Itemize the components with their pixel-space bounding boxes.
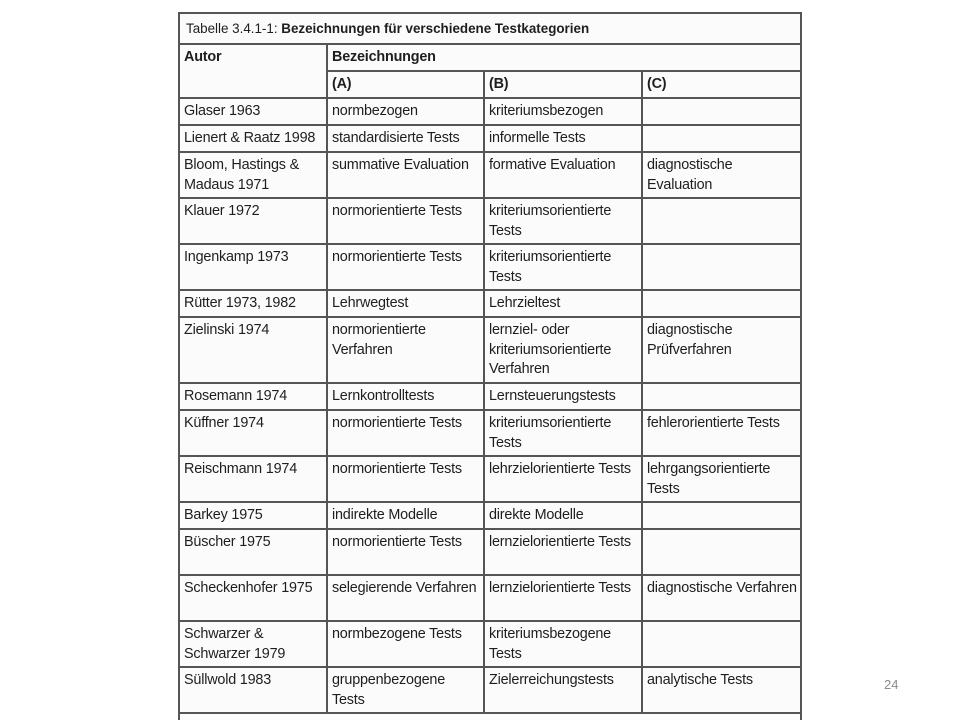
table-row	[179, 125, 802, 152]
cell-col-c: fehlerorientierte Tests	[642, 410, 802, 456]
cell-author: Küffner 1974	[179, 410, 327, 456]
table-row	[179, 290, 802, 317]
cell-col-c: diagnostische Prüfverfahren	[642, 317, 802, 383]
cell-col-c	[642, 125, 802, 152]
table-row	[179, 317, 802, 383]
cell-author: Barkey 1975	[179, 502, 327, 529]
table-row	[179, 98, 802, 125]
cell-col-b: lernzielorientierte Tests	[484, 575, 642, 621]
table-row	[179, 244, 802, 290]
cell-col-a: indirekte Modelle	[327, 502, 484, 529]
cell-col-c	[642, 621, 802, 667]
table-row	[179, 383, 802, 410]
cell-author: Reischmann 1974	[179, 456, 327, 502]
cell-author: Klauer 1972	[179, 198, 327, 244]
cell-col-a: normorientierte Tests	[327, 198, 484, 244]
cell-col-b: lernziel- oder kriteriumsorientierte Verfahren	[484, 317, 642, 383]
cell-col-a: normorientierte Tests	[327, 244, 484, 290]
header-author: Autor	[179, 45, 327, 98]
scanned-table-page	[178, 12, 802, 720]
cell-col-b: lehrzielorientierte Tests	[484, 456, 642, 502]
cell-author: Rosemann 1974	[179, 383, 327, 410]
table-row	[179, 529, 802, 575]
cell-col-b: Zielerreichungstests	[484, 667, 642, 713]
cell-author: Bloom, Hastings & Madaus 1971	[179, 152, 327, 198]
cell-col-c: diagnostische Verfahren	[642, 575, 802, 621]
cell-col-a: normbezogen	[327, 98, 484, 125]
cell-col-a: gruppenbezogene Tests	[327, 667, 484, 713]
cell-author: Lienert & Raatz 1998	[179, 125, 327, 152]
cell-col-a: selegierende Verfahren	[327, 575, 484, 621]
cell-col-b: formative Evaluation	[484, 152, 642, 198]
caption-prefix: Tabelle 3.4.1-1:	[186, 21, 282, 36]
cell-author: Zielinski 1974	[179, 317, 327, 383]
table-row	[179, 198, 802, 244]
table-row	[179, 502, 802, 529]
cell-col-c: diagnostische Evaluation	[642, 152, 802, 198]
cell-col-b: Lehrzieltest	[484, 290, 642, 317]
cell-author: Rütter 1973, 1982	[179, 290, 327, 317]
cell-col-b: kriteriumsbezogen	[484, 98, 642, 125]
table-row	[179, 621, 802, 667]
cell-col-c	[642, 198, 802, 244]
cell-col-c: lehrgangsorientierte Tests	[642, 456, 802, 502]
cell-author: Süllwold 1983	[179, 667, 327, 713]
table-row	[179, 410, 802, 456]
header-col-b: (B)	[484, 71, 642, 98]
cell-col-b: lernzielorientierte Tests	[484, 529, 642, 575]
caption-title: Bezeichnungen für verschiedene Testkategorien	[281, 21, 590, 36]
cell-col-a: standardisierte Tests	[327, 125, 484, 152]
table-body	[179, 45, 802, 713]
table-row	[179, 152, 802, 198]
table-row	[179, 456, 802, 502]
cell-col-c	[642, 290, 802, 317]
cell-col-b: kriteriumsorientierte Tests	[484, 410, 642, 456]
cell-col-a: normorientierte Verfahren	[327, 317, 484, 383]
header-designations: Bezeichnungen	[327, 45, 802, 71]
cell-col-c	[642, 502, 802, 529]
cell-author: Ingenkamp 1973	[179, 244, 327, 290]
cell-col-c	[642, 383, 802, 410]
cell-col-c	[642, 98, 802, 125]
cell-col-c	[642, 529, 802, 575]
cell-col-b: kriteriumsbezogene Tests	[484, 621, 642, 667]
cell-col-a: normorientierte Tests	[327, 410, 484, 456]
cell-col-b: Lernsteuerungstests	[484, 383, 642, 410]
table-row	[179, 575, 802, 621]
cell-author: Scheckenhofer 1975	[179, 575, 327, 621]
table-caption	[180, 14, 800, 45]
cell-col-a: Lernkontrolltests	[327, 383, 484, 410]
cell-col-b: kriteriumsorientierte Tests	[484, 244, 642, 290]
cell-col-a: Lehrwegtest	[327, 290, 484, 317]
cell-col-a: summative Evaluation	[327, 152, 484, 198]
cell-col-a: normorientierte Tests	[327, 456, 484, 502]
cell-col-b: informelle Tests	[484, 125, 642, 152]
table-row	[179, 667, 802, 713]
header-col-c: (C)	[642, 71, 802, 98]
cell-author: Glaser 1963	[179, 98, 327, 125]
cell-author: Schwarzer & Schwarzer 1979	[179, 621, 327, 667]
cell-col-b: kriteriumsorientierte Tests	[484, 198, 642, 244]
cell-col-a: normorientierte Tests	[327, 529, 484, 575]
header-col-a: (A)	[327, 71, 484, 98]
cell-col-c	[642, 244, 802, 290]
page-number: 24	[884, 677, 899, 692]
table-header-row-1	[179, 45, 802, 71]
designations-table	[178, 45, 802, 714]
cell-col-a: normbezogene Tests	[327, 621, 484, 667]
cell-col-c: analytische Tests	[642, 667, 802, 713]
cell-col-b: direkte Modelle	[484, 502, 642, 529]
cell-author: Büscher 1975	[179, 529, 327, 575]
